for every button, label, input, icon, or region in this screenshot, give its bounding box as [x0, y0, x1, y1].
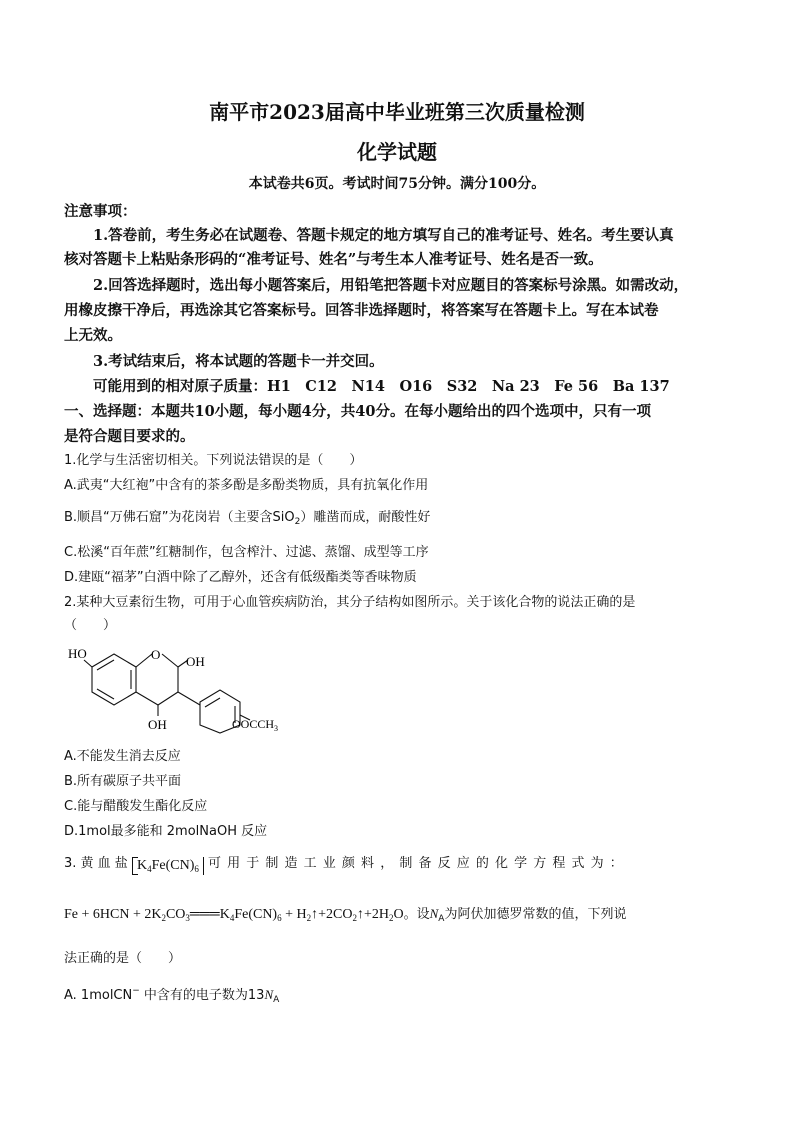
note-1-line-1: 1.答卷前，考生务必在试题卷、答题卡规定的地方填写自己的准考证号、姓名。考生要认真	[93, 227, 674, 244]
q3-stem-line-1: 3. 黄 血 盐 $K_4Fe(CN)_6$ 可 用 于 制 造 工 业 颜 料 ， 制 备 反 应 的 化 学 方 程 式 为 ：	[64, 856, 624, 874]
q1-stem: 1.化学与生活密切相关。下列说法错误的是（ ）	[64, 453, 363, 468]
q2-option-c: C.能与醋酸发生酯化反应	[64, 799, 208, 814]
oh-right-label: OH	[186, 654, 205, 669]
note-2-line-3: 上无效。	[64, 327, 122, 344]
molecule-structure	[64, 636, 304, 736]
notes-heading: 注意事项：	[64, 203, 137, 220]
ring-oxygen-label: O	[151, 647, 161, 662]
note-3: 3.考试结束后，将本试题的答题卡一并交回。	[93, 353, 384, 370]
q1-option-d: D.建瓯“福茅”白酒中除了乙醇外，还含有低级酯类等香味物质	[64, 570, 417, 585]
atomic-masses: 可能用到的相对原子质量：H1 C12 N14 O16 S32 Na 23 Fe 56 Ba 137	[93, 378, 670, 395]
ester-label: $OOCCH_3$	[232, 717, 279, 733]
q2-stem-line-1: 2.某种大豆素衍生物，可用于心血管疾病防治，其分子结构如图所示。关于该化合物的说法正确的是	[64, 595, 636, 610]
ho-label: HO	[68, 646, 87, 661]
q2-option-a: A.不能发生消去反应	[64, 749, 181, 764]
q2-stem-line-2: （ ）	[64, 618, 117, 633]
note-2-line-1: 2.回答选择题时，选出每小题答案后，用铅笔把答题卡对应题目的答案标号涂黑。如需改动，	[93, 277, 689, 294]
section-1-line-2: 是符合题目要求的。	[64, 428, 195, 445]
q2-option-d: D.1mol最多能和 2molNaOH 反应	[64, 824, 268, 839]
chemical-equation: $Fe + 6HCN + 2K_2CO_3═══K_4Fe(CN)_6$ + $H_2↑+2CO_2↑+2H_2O$	[64, 907, 404, 923]
q1-option-c: C.松溪“百年蔗”红糖制作，包含榨汁、过滤、蒸馏、成型等工序	[64, 545, 429, 560]
exam-info: 本试卷共6页。考试时间75分钟。满分100分。	[248, 176, 546, 192]
q1-option-a: A.武夷“大红袍”中含有的茶多酚是多酚类物质，具有抗氧化作用	[64, 478, 429, 493]
q3-option-a: A. 1molCN− 中含有的电子数为$13N_A$	[64, 986, 280, 1005]
section-1-line-1: 一、选择题：本题共10小题，每小题4分，共40分。在每小题给出的四个选项中，只有一项	[64, 403, 651, 420]
note-1-line-2: 核对答题卡上粘贴条形码的“准考证号、姓名”与考生本人准考证号、姓名是否一致。	[64, 251, 603, 268]
yellow-prussiate-formula: $K_4Fe(CN)_6$	[132, 857, 204, 875]
sio2-formula: SiO$_2$	[272, 510, 301, 527]
q1-option-b: B.顺昌“万佛石窟”为花岗岩（主要含SiO$_2$）雕凿而成，耐酸性好	[64, 510, 431, 527]
oh-bottom-label: OH	[148, 717, 167, 732]
exam-title: 南平市2023届高中毕业班第三次质量检测	[209, 100, 585, 124]
q2-option-b: B.所有碳原子共平面	[64, 774, 182, 789]
q3-stem-line-3: 法正确的是（ ）	[64, 951, 182, 966]
q3-equation-line: $Fe + 6HCN + 2K_2CO_3═══K_4Fe(CN)_6$ + $H_2↑+2CO_2↑+2H_2O$。设$N_A$为阿伏加德罗常数的值，下列说	[64, 906, 627, 924]
note-2-line-2: 用橡皮擦干净后，再选涂其它答案标号。回答非选择题时，将答案写在答题卡上。写在本试卷	[64, 302, 659, 319]
subject-title: 化学试题	[357, 140, 437, 164]
benzene-ring-a	[92, 654, 136, 705]
